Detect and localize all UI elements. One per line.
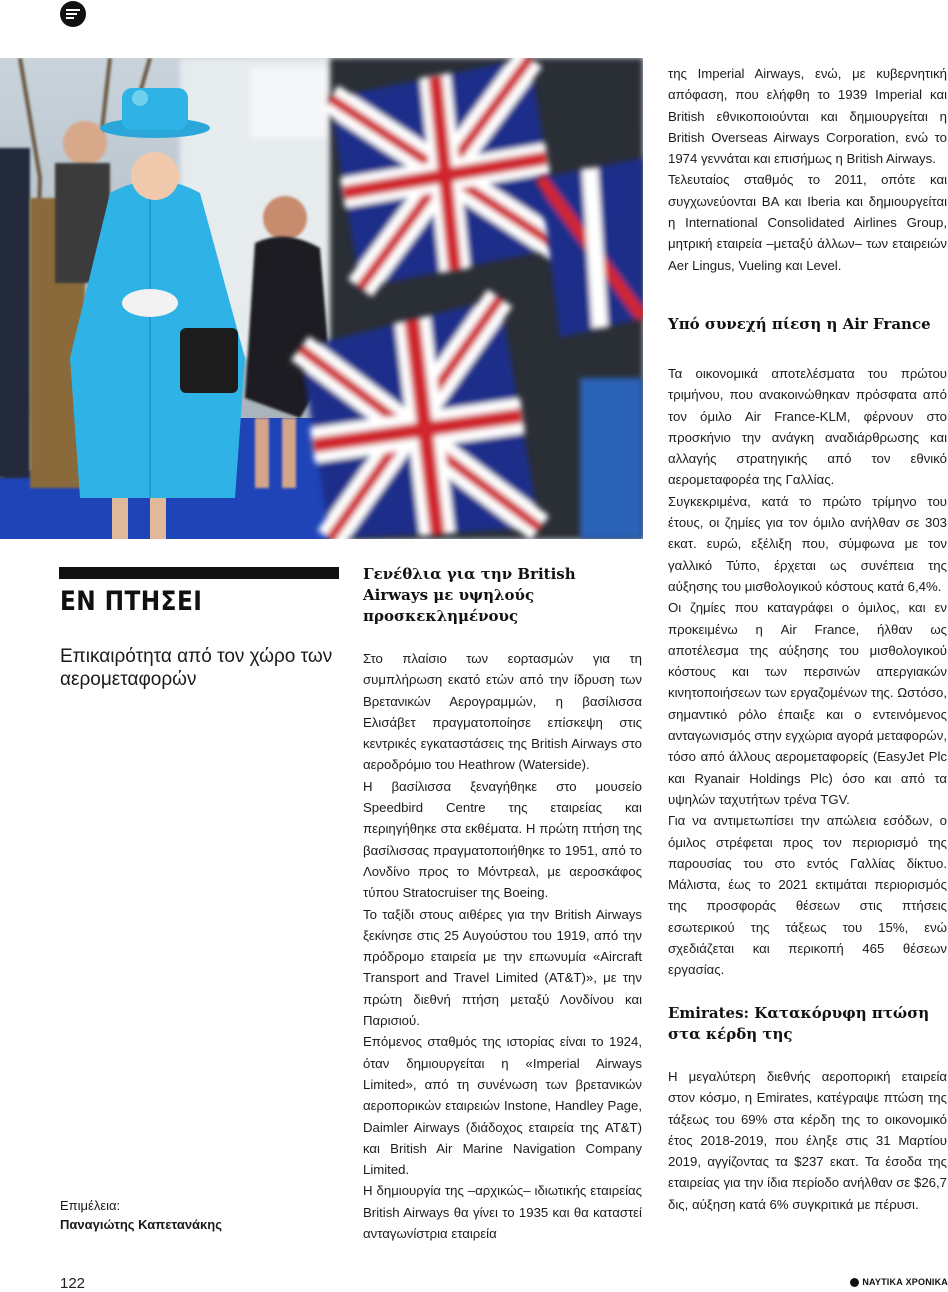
article-paragraph: Το ταξίδι στους αιθέρες για την British Airways ξεκίνησε στις 25 Αυγούστου του 1919, από την πρόδρομο εταιρεία με την επωνυμία «Aircraft Transport and Travel Limited (AT&T)», με την πρώτη διεθνή πτήση μεταξύ Λονδίνου και Παρισιού. xyxy=(363,906,642,1029)
brand-logo-icon xyxy=(850,1278,859,1287)
article-paragraph: Τα οικονομικά αποτελέσματα του πρώτου τριμήνου, που ανακοινώθηκαν πρόσφατα από τον όμιλο Air France-KLM, φέρνουν στο προσκήνιο την ανάγκη αναδιάρθρωσης και αλλαγής στρατηγικής από τον εθνικό αερομεταφορέα της Γαλλίας. xyxy=(668,366,947,488)
article-paragraph: Για να αντιμετωπίσει την απώλεια εσόδων, ο όμιλος στρέφεται προς τον περιορισμό της παρουσίας του στο εντός Γαλλίας δίκτυο. Μάλιστα, έως το 2021 εκτιμάται περιορισμός της προσφοράς θέσεων στις πτήσεις εσωτερικού της τάξεως του 15%, ενώ σχεδιάζεται και περικοπή 465 θέσεων εργασίας. xyxy=(668,813,947,978)
article-heading: Υπό συνεχή πίεση η Air France xyxy=(668,315,931,333)
credit-name: Παναγιώτης Καπετανάκης xyxy=(60,1217,222,1232)
brand-name: ΝΑΥΤΙΚΑ ΧΡΟΝΙΚΑ xyxy=(862,1277,948,1287)
article-paragraph: Οι ζημίες που καταγράφει ο όμιλος, και εν προκειμένω η Air France, ήλθαν ως αποτέλεσμα της αύξησης του μισθολογικού κόστους και των περσινών απεργιακών κινητοποιήσεων των εργαζομένων της. Ωστόσο, σημαντικό ρόλο έπαιξε και ο εντεινόμενος ανταγωνισμός στην εγχώρια αγορά μεταφορών, τόσο από άλλους αερομεταφορείς (EasyJet Plc και Ryanair Holdings Plc) όσο και από τα υψηλών ταχυτήτων τρένα TGV. xyxy=(668,600,947,807)
page-number: 122 xyxy=(60,1275,86,1292)
section-title: ΕΝ ΠΤΗΣΕΙ xyxy=(60,586,203,617)
magazine-logo-icon xyxy=(60,1,86,27)
credit-block xyxy=(60,1196,222,1234)
article-paragraph: Τελευταίος σταθμός το 2011, οπότε και συγχωνεύονται BA και Iberia και δημιουργείται η International Consolidated Airlines Group, μητρική εταιρεία –μεταξύ άλλων– των εταιρειών Aer Lingus, Vueling και Level. xyxy=(668,172,947,273)
article-emirates xyxy=(668,1003,947,1215)
section-subtitle: Επικαιρότητα από τον χώρο των αερομεταφορών xyxy=(60,646,333,690)
article-paragraph: Η μεγαλύτερη διεθνής αεροπορική εταιρεία στον κόσμο, η Emirates, κατέγραψε πτώση της τάξεως του 69% στα κέρδη της το οικονομικό έτος 2018-2019, που έληξε στις 31 Μαρτίου 2019, αγγίζοντας τα $237 εκατ. Τα έσοδα της εταιρείας για την ίδια περίοδο ανήλθαν σε $26,7 δις, αύξηση κατά 6% συγκριτικά με πέρυσι. xyxy=(668,1069,947,1212)
article-heading: Emirates: Κατακόρυφη πτώση στα κέρδη της xyxy=(668,1004,930,1043)
article-british-airways xyxy=(363,564,642,1244)
article-paragraph: της Imperial Airways, ενώ, με κυβερνητική απόφαση, που ελήφθη το 1939 Imperial και British εθνικοποιούνται και δημιουργείται η British Overseas Airways Corporation, ενώ το 1974 γεννάται και επισήμως η British Airways. xyxy=(668,66,947,167)
article-air-france xyxy=(668,314,947,981)
section-rule xyxy=(59,567,339,579)
queen-visit-photo xyxy=(0,58,643,539)
credit-label: Επιμέλεια: xyxy=(60,1198,121,1213)
article-paragraph: Στο πλαίσιο των εορτασμών για τη συμπλήρωση εκατό ετών από την ίδρυση των Βρετανικών Αερογραμμών, η βασίλισσα Ελισάβετ πραγματοποίησε επίσκεψη στις κεντρικές εγκαταστάσεις της British Airways στο αεροδρόμιο του Heathrow (Waterside). xyxy=(363,651,642,773)
brand-footer xyxy=(850,1277,948,1287)
article-british-airways-continued xyxy=(668,63,947,276)
article-paragraph: Η βασίλισσα ξεναγήθηκε στο μουσείο Speedbird Centre της εταιρείας και περιηγήθηκε στα εκθέματα. Η πρώτη πτήση της βασίλισσας πραγματοποιήθηκε το 1951, από το Λονδίνο προς το Μόντρεαλ, με αεροσκάφος τύπου Stratocruiser της Boeing. xyxy=(363,778,642,901)
article-paragraph: Η δημιουργία της –αρχικώς– ιδιωτικής εταιρείας British Airways θα γίνει το 1935 και θα καταστεί ανταγωνίστρια εταιρεία xyxy=(363,1183,642,1242)
article-paragraph: Επόμενος σταθμός της ιστορίας είναι το 1924, όταν δημιουργείται η «Imperial Airways Limited», από τη συνένωση των βρετανικών αεροπορικών εταιρειών Instone, Handley Page, Daimler Airways (διάδοχος εταιρεία της AT&T) και British Air Marine Navigation Company Limited. xyxy=(363,1034,642,1178)
article-paragraph: Συγκεκριμένα, κατά το πρώτο τρίμηνο του έτους, οι ζημίες για τον όμιλο ανήλθαν σε 303 εκατ. ευρώ, εξέλιξη που, σύμφωνα με τον γαλλικό Τύπο, έρχεται ως συνέπεια της αύξησης του μισθολογικού κόστους κατά 6,4%. xyxy=(668,493,947,594)
article-heading: Γενέθλια για την British Airways με υψηλούς προσκεκλημένους xyxy=(363,565,576,625)
